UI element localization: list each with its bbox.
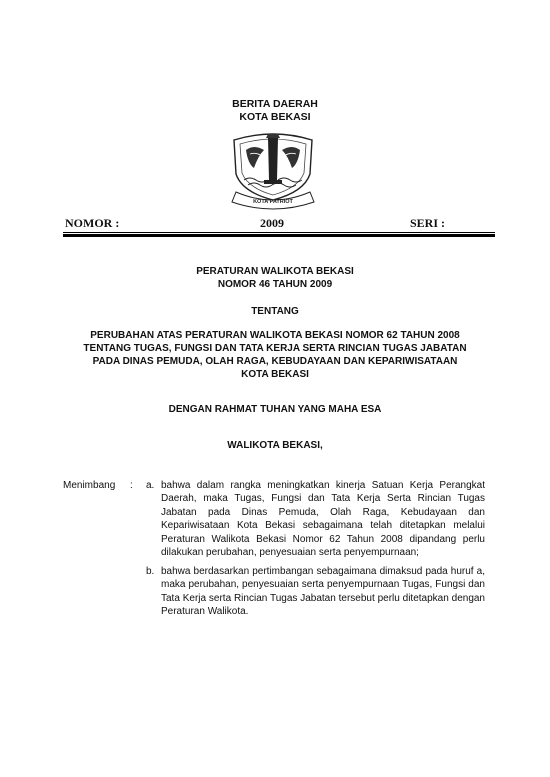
item-marker: b. [146, 566, 155, 577]
issuer-heading: WALIKOTA BEKASI, [227, 440, 323, 451]
regulation-number: NOMOR 46 TAHUN 2009 [217, 279, 333, 290]
thick-divider [63, 234, 495, 237]
menimbang-label: Menimbang [63, 480, 116, 491]
invocation: DENGAN RAHMAT TUHAN YANG MAHA ESA [168, 404, 382, 415]
subject-line: PADA DINAS PEMUDA, OLAH RAGA, KEBUDAYAAN DAN KEPARIWISATAAN [92, 356, 458, 367]
seri-label: SERI : [410, 216, 446, 230]
tentang-heading: TENTANG [251, 306, 299, 317]
gazette-title: BERITA DAERAH [232, 98, 318, 110]
regulation-title: PERATURAN WALIKOTA BEKASI [196, 266, 354, 277]
item-marker: a. [146, 480, 155, 491]
thin-divider [63, 232, 495, 233]
consideration-item-a: bahwa dalam rangka meningkatkan kinerja Satuan Kerja Perangkat Daerah, maka Tugas, Fungsi dan Tata Kerja Serta Rincian Tugas Jabatan pada Dinas Pemuda, Olah Raga, Kebudayaan dan Kepariwisataan Kota Bekasi sebagaimana telah ditetapkan melalui Peraturan Walikota Bekasi Nomor 62 Tahun 2008 dipandang perlu dilakukan perubahan, penyesuaian serta penyempurnaan; [161, 480, 485, 559]
menimbang-colon: : [130, 480, 133, 491]
kota-bekasi-emblem-icon [224, 130, 322, 210]
consideration-item-b: bahwa berdasarkan pertimbangan sebagaimana dimaksud pada huruf a, maka perubahan, penyesuaian serta penyempurnaan Tugas, Fungsi dan Tata Kerja serta Rincian Tugas Jabatan tersebut perlu ditetapkan dengan Peraturan Walikota. [161, 566, 485, 618]
subject-line: TENTANG TUGAS, FUNGSI DAN TATA KERJA SERTA RINCIAN TUGAS JABATAN [83, 343, 467, 354]
document-year: 2009 [260, 216, 284, 230]
city-name: KOTA BEKASI [239, 111, 311, 123]
emblem-ribbon-text: KOTA PATRIOT [253, 199, 293, 205]
nomor-label: NOMOR : [65, 216, 120, 230]
subject-line: PERUBAHAN ATAS PERATURAN WALIKOTA BEKASI NOMOR 62 TAHUN 2008 [90, 330, 460, 341]
subject-line: KOTA BEKASI [241, 369, 309, 380]
